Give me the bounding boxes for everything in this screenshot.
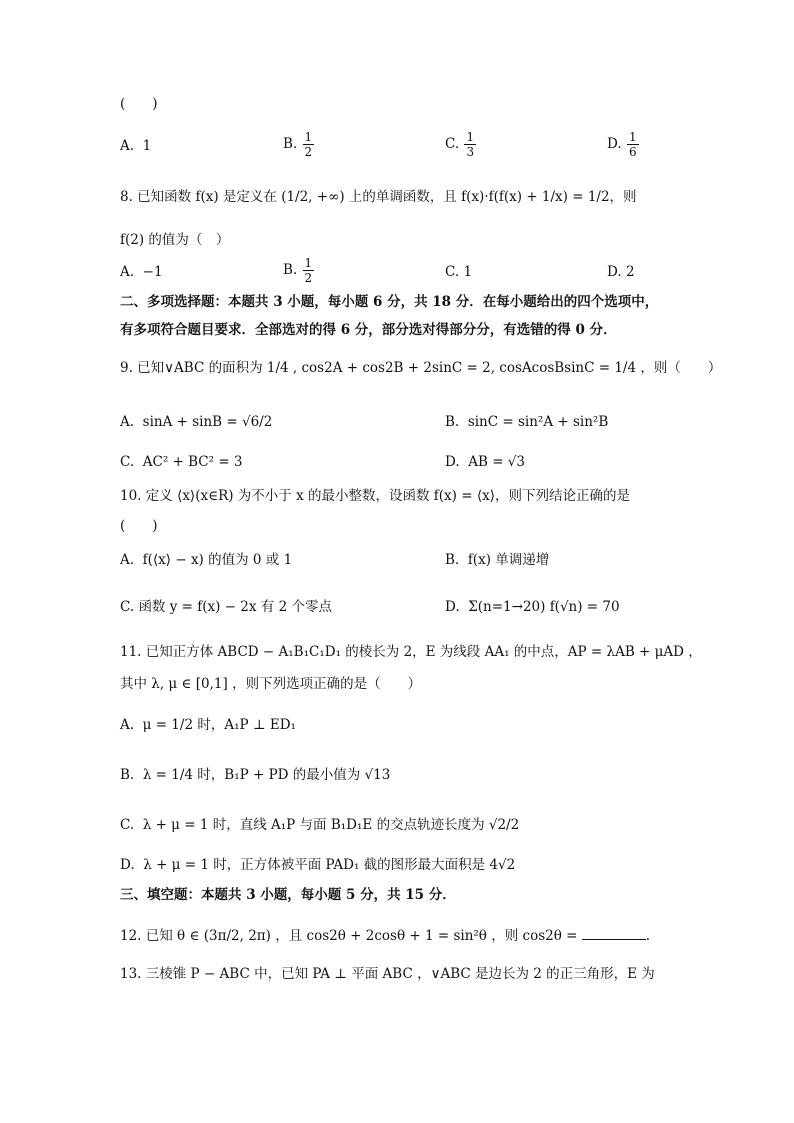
q12-period: . [645,928,651,944]
q11-option-c: C. λ + μ = 1 时，直线 A₁P 与面 B₁D₁E 的交点轨迹长度为 √2/2 [120,817,520,833]
q9-option-c: C. AC² + BC² = 3 [120,454,243,470]
q11-option-a: A. μ = 1/2 时，A₁P ⊥ ED₁ [120,717,296,733]
q12-answer-blank[interactable] [582,927,646,940]
q11-option-d: D. λ + μ = 1 时，正方体被平面 PAD₁ 截的图形最大面积是 4√2 [120,857,516,873]
q9-option-d: D. AB = √3 [445,454,525,470]
q8-stem-line2: f(2) 的值为（ ） [120,232,230,248]
q10-option-d: D. Σ(n=1→20) f(√n) = 70 [445,599,620,615]
q12-text: 12. 已知 θ ∈ (3π/2, 2π) ，且 cos2θ + 2cosθ + 1 = sin²θ ，则 cos2θ = [120,928,578,944]
q10-paren: ( ) [120,518,158,534]
q7-option-a: A. 1 [120,138,152,154]
q11-option-b: B. λ = 1/4 时，B₁P + PD 的最小值为 √13 [120,767,391,783]
q8-option-a: A. −1 [120,264,163,280]
section2-heading-line1: 二、多项选择题：本题共 3 小题，每小题 6 分，共 18 分．在每小题给出的四个选项中， [120,294,659,310]
q13-stem: 13. 三棱锥 P − ABC 中，已知 PA ⊥ 平面 ABC ，∨ABC 是边长为 2 的正三角形，E 为 [120,966,655,982]
q7-option-c: C. $\frac{1}{3}$ [445,130,475,159]
q12-stem [120,926,650,946]
q10-option-b: B. f(x) 单调递增 [445,552,550,568]
q7-option-d: D. $\frac{1}{6}$ [607,130,637,159]
q10-option-c: C. 函数 y = f(x) − 2x 有 2 个零点 [120,599,332,615]
q11-stem-line2: 其中 λ, μ ∈ [0,1] ，则下列选项正确的是（ ） [120,676,422,692]
q7-paren: ( ) [120,96,158,112]
q8-option-c: C. 1 [445,264,473,280]
q10-stem: 10. 定义 ⟨x⟩(x∈R) 为不小于 x 的最小整数，设函数 f(x) = ⟨x⟩，则下列结论正确的是 [120,488,630,504]
section3-heading: 三、填空题：本题共 3 小题，每小题 5 分，共 15 分． [120,887,456,903]
q11-stem-line1: 11. 已知正方体 ABCD − A₁B₁C₁D₁ 的棱长为 2，E 为线段 AA₁ 的中点，AP = λAB + μAD ， [120,644,702,660]
section2-heading-line2: 有多项符合题目要求．全部选对的得 6 分，部分选对得部分分，有选错的得 0 分． [120,322,617,338]
q9-option-b: B. sinC = sin²A + sin²B [445,414,609,430]
q10-option-a: A. f(⟨x⟩ − x) 的值为 0 或 1 [120,552,293,568]
q9-option-a: A. sinA + sinB = √6/2 [120,414,273,430]
q8-stem-line1: 8. 已知函数 f(x) 是定义在 (1/2, +∞) 上的单调函数，且 f(x)·f(f(x) + 1/x) = 1/2，则 [120,189,637,205]
q7-option-b: B. $\frac{1}{2}$ [283,130,313,159]
q8-option-d: D. 2 [607,264,635,280]
q9-stem: 9. 已知∨ABC 的面积为 1/4 , cos2A + cos2B + 2sinC = 2, cosAcosBsinC = 1/4 ，则（ ） [120,360,722,376]
q8-option-b: B. $\frac{1}{2}$ [283,256,313,285]
